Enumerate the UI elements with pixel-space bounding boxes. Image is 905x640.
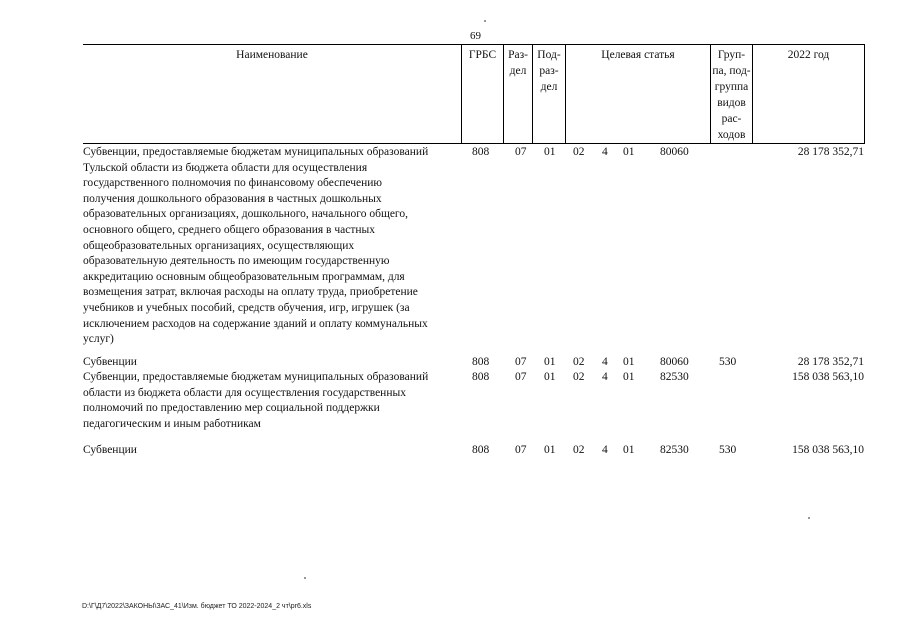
row-grbs: 808 xyxy=(472,444,490,456)
row-name: Субвенции, предоставляемые бюджетам муниципальных образований области из бюджета области для осуществления государственных полномочий по предоставлению мер социальной поддержки педагогическим и иным работникам xyxy=(83,371,429,430)
scan-speck xyxy=(304,577,306,579)
row-razdel: 07 xyxy=(515,356,527,368)
row-target-direction: 82530 xyxy=(660,371,689,383)
row-podrazdel: 01 xyxy=(544,356,556,368)
file-path-footer: D:\Г\Д7\2022\ЗАКОНЫ\ЗАС_41\Изм. бюджет ТО 2022-2024_2 чт\pr6.xls xyxy=(82,603,312,610)
row-amount: 158 038 563,10 xyxy=(792,444,864,456)
row-target-type: 4 xyxy=(602,371,608,383)
row-razdel: 07 xyxy=(515,146,527,158)
row-target-direction: 80060 xyxy=(660,146,689,158)
row-razdel: 07 xyxy=(515,371,527,383)
row-target-direction: 80060 xyxy=(660,356,689,368)
row-expense-group: 530 xyxy=(719,356,737,368)
row-target-program: 02 xyxy=(573,444,585,456)
row-target-type: 4 xyxy=(602,444,608,456)
row-razdel: 07 xyxy=(515,444,527,456)
row-target-subprogram: 01 xyxy=(623,146,635,158)
row-name: Субвенции xyxy=(83,356,137,368)
row-target-subprogram: 01 xyxy=(623,371,635,383)
row-target-type: 4 xyxy=(602,146,608,158)
row-target-subprogram: 01 xyxy=(623,356,635,368)
page-number: 69 xyxy=(470,30,481,42)
row-grbs: 808 xyxy=(472,146,490,158)
row-podrazdel: 01 xyxy=(544,146,556,158)
scan-speck xyxy=(808,517,810,519)
row-target-program: 02 xyxy=(573,146,585,158)
row-target-subprogram: 01 xyxy=(623,444,635,456)
row-amount: 28 178 352,71 xyxy=(797,356,864,368)
row-target-program: 02 xyxy=(573,356,585,368)
header-razdel: Раз- дел xyxy=(503,45,532,143)
row-grbs: 808 xyxy=(472,371,490,383)
table-header xyxy=(83,44,865,144)
scan-speck xyxy=(484,20,486,22)
header-target-article: Целевая статья xyxy=(565,45,710,143)
row-target-type: 4 xyxy=(602,356,608,368)
row-amount: 28 178 352,71 xyxy=(797,146,864,158)
row-target-program: 02 xyxy=(573,371,585,383)
header-year-2022: 2022 год xyxy=(752,45,865,143)
row-podrazdel: 01 xyxy=(544,371,556,383)
header-expense-group: Груп- па, под- группа видов рас- ходов xyxy=(710,45,752,143)
row-podrazdel: 01 xyxy=(544,444,556,456)
header-podrazdel: Под- раз- дел xyxy=(532,45,565,143)
header-grbs: ГРБС xyxy=(461,45,503,143)
header-name: Наименование xyxy=(236,49,308,61)
row-expense-group: 530 xyxy=(719,444,737,456)
row-name: Субвенции xyxy=(83,444,137,456)
row-target-direction: 82530 xyxy=(660,444,689,456)
row-name: Субвенции, предоставляемые бюджетам муниципальных образований Тульской области из бюджета области для осуществления государственного полномочия по финансовому обеспечению получения дошкольного образования в частных дошкольных образовательных организациях, дошкольного, начального общего, основного общего, среднего общего образования в частных общеобразовательных организациях, осуществляющих образовательную деятельность по имеющим государственную аккредитацию основным общеобразовательным программам, для возмещения затрат, включая расходы на оплату труда, приобретение учебников и учебных пособий, средств обучения, игр, игрушек (за исключением расходов на содержание зданий и оплату коммунальных услуг) xyxy=(83,146,429,346)
row-amount: 158 038 563,10 xyxy=(792,371,864,383)
row-grbs: 808 xyxy=(472,356,490,368)
